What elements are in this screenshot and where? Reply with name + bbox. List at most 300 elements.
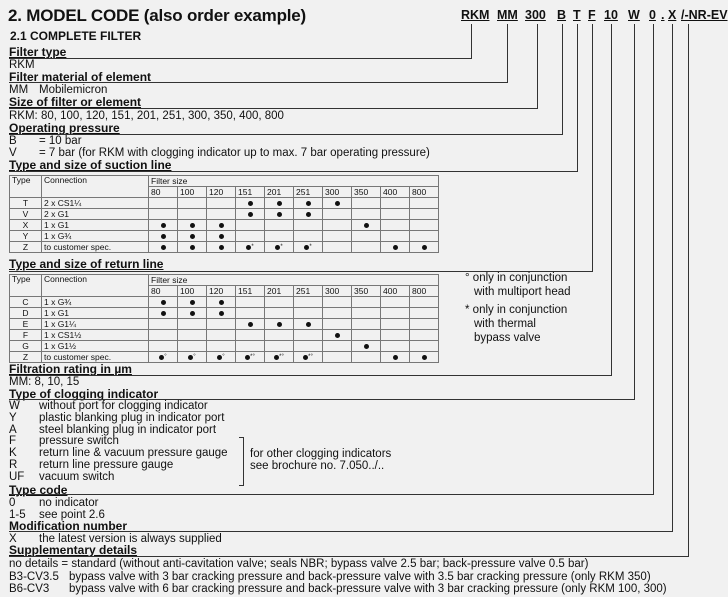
mark-dot xyxy=(306,322,311,327)
mark-footnote: *° xyxy=(250,353,255,360)
return-cell-120 xyxy=(207,330,236,341)
code-part-filtration: 10 xyxy=(604,8,618,22)
suction-cell-800 xyxy=(410,220,439,231)
mark-dot xyxy=(364,223,369,228)
mark-dot xyxy=(364,344,369,349)
return-col-filter-size: Filter size xyxy=(149,275,439,286)
return-cell-400 xyxy=(381,341,410,352)
clogging-code: F xyxy=(9,435,17,448)
clogging-desc: pressure switch xyxy=(39,435,119,448)
suction-size-151: 151 xyxy=(236,187,265,198)
connector-size xyxy=(537,24,538,108)
suction-table xyxy=(9,175,439,253)
suction-cell-251 xyxy=(294,242,323,253)
return-cell-251 xyxy=(294,297,323,308)
return-cell-151 xyxy=(236,308,265,319)
return-cell-100 xyxy=(178,319,207,330)
mark-dot xyxy=(161,311,166,316)
suction-cell-350 xyxy=(352,220,381,231)
suction-cell-251 xyxy=(294,209,323,220)
return-row-type: Z xyxy=(10,352,42,363)
return-cell-400 xyxy=(381,308,410,319)
suction-header-row xyxy=(10,176,439,187)
return-cell-120 xyxy=(207,341,236,352)
mark-dot xyxy=(219,234,224,239)
mark-dot xyxy=(190,311,195,316)
note-thermal-3: bypass valve xyxy=(474,332,541,344)
suction-cell-80 xyxy=(149,242,178,253)
pressure-rule xyxy=(9,134,563,135)
return-row-connection: 1 x G1 xyxy=(42,308,149,319)
return-cell-800 xyxy=(410,352,439,363)
return-cell-800 xyxy=(410,319,439,330)
table-row xyxy=(10,220,439,231)
code-part-pressure: B xyxy=(557,8,567,22)
return-cell-80 xyxy=(149,330,178,341)
suction-size-100: 100 xyxy=(178,187,207,198)
connector-supplementary xyxy=(688,24,689,556)
return-cell-300 xyxy=(323,319,352,330)
return-size-201: 201 xyxy=(265,286,294,297)
table-row xyxy=(10,319,439,330)
mark-footnote: * xyxy=(251,243,254,250)
mark-dot xyxy=(393,355,398,360)
suction-cell-100 xyxy=(178,198,207,209)
suction-cell-80 xyxy=(149,209,178,220)
return-cell-350 xyxy=(352,308,381,319)
suction-cell-251 xyxy=(294,220,323,231)
return-cell-151 xyxy=(236,352,265,363)
code-part-suction: T xyxy=(573,8,581,22)
return-row-type: F xyxy=(10,330,42,341)
suction-cell-151 xyxy=(236,198,265,209)
pressure-code-b: B xyxy=(9,135,17,147)
connector-filtration xyxy=(611,24,612,375)
suction-cell-300 xyxy=(323,242,352,253)
note-thermal-2: with thermal xyxy=(474,318,536,330)
code-part-return: F xyxy=(588,8,596,22)
suction-cell-80 xyxy=(149,220,178,231)
suction-size-251: 251 xyxy=(294,187,323,198)
return-cell-251 xyxy=(294,308,323,319)
suction-row-connection: 1 x G1 xyxy=(42,220,149,231)
table-row xyxy=(10,352,439,363)
return-cell-300 xyxy=(323,330,352,341)
pressure-desc-v: = 7 bar (for RKM with clogging indicator up to max. 7 bar operating pressure) xyxy=(39,147,430,159)
table-row xyxy=(10,297,439,308)
suction-row-type: Z xyxy=(10,242,42,253)
return-cell-201 xyxy=(265,308,294,319)
return-row-connection: 1 x G¾ xyxy=(42,297,149,308)
return-cell-800 xyxy=(410,308,439,319)
mark-dot xyxy=(190,300,195,305)
connector-modification xyxy=(672,24,673,531)
supplementary-heading: Supplementary details xyxy=(9,543,138,557)
mark-dot xyxy=(422,245,427,250)
suction-cell-201 xyxy=(265,242,294,253)
suction-cell-100 xyxy=(178,209,207,220)
return-cell-201 xyxy=(265,330,294,341)
modification-code: X xyxy=(9,533,17,545)
return-cell-300 xyxy=(323,297,352,308)
suction-cell-800 xyxy=(410,231,439,242)
suction-cell-201 xyxy=(265,220,294,231)
return-cell-120 xyxy=(207,297,236,308)
return-cell-100 xyxy=(178,297,207,308)
mark-footnote: *° xyxy=(308,353,313,360)
return-row-connection: to customer spec. xyxy=(42,352,149,363)
pressure-heading: Operating pressure xyxy=(9,121,120,135)
pressure-code-v: V xyxy=(9,147,17,159)
mark-dot xyxy=(335,201,340,206)
note-thermal-1: * only in conjunction xyxy=(465,304,568,316)
filter-type-rule xyxy=(9,58,472,59)
return-cell-201 xyxy=(265,319,294,330)
return-row-type: C xyxy=(10,297,42,308)
return-cell-251 xyxy=(294,330,323,341)
return-cell-151 xyxy=(236,297,265,308)
suction-heading: Type and size of suction line xyxy=(9,158,172,172)
clogging-code: K xyxy=(9,447,17,460)
supplementary-line1: no details = standard (without anti-cavitation valve; seals NBR; bypass valve 2.5 bar; back-pressure valve 0.5 bar) xyxy=(9,558,589,570)
table-row xyxy=(10,308,439,319)
clogging-desc: return line & vacuum pressure gauge xyxy=(39,447,228,460)
note-multiport-1: ° only in conjunction xyxy=(465,272,568,284)
return-size-120: 120 xyxy=(207,286,236,297)
code-part-clogging: W xyxy=(628,8,640,22)
filtration-rule xyxy=(9,375,612,376)
table-row xyxy=(10,341,439,352)
clogging-desc: vacuum switch xyxy=(39,470,115,483)
return-cell-80 xyxy=(149,297,178,308)
suction-col-connection: Connection xyxy=(42,176,149,198)
table-row xyxy=(10,198,439,209)
return-cell-400 xyxy=(381,319,410,330)
return-cell-80 xyxy=(149,308,178,319)
suction-col-type: Type xyxy=(10,176,42,198)
typecode-code-1: 1-5 xyxy=(9,509,26,521)
suction-cell-151 xyxy=(236,242,265,253)
return-cell-251 xyxy=(294,352,323,363)
clogging-desc: return line pressure gauge xyxy=(39,459,174,471)
mark-dot xyxy=(393,245,398,250)
suction-row-connection: 2 x G1 xyxy=(42,209,149,220)
return-size-800: 800 xyxy=(410,286,439,297)
suction-cell-800 xyxy=(410,209,439,220)
code-part-filter-type: RKM xyxy=(461,8,490,22)
mark-footnote: * xyxy=(309,243,312,250)
filtration-value: MM: 8, 10, 15 xyxy=(9,376,80,388)
mark-dot xyxy=(335,333,340,338)
mark-dot xyxy=(248,212,253,217)
return-cell-201 xyxy=(265,341,294,352)
suction-size-300: 300 xyxy=(323,187,352,198)
suction-row-type: Y xyxy=(10,231,42,242)
mark-dot xyxy=(277,322,282,327)
return-cell-100 xyxy=(178,341,207,352)
filter-type-value: RKM xyxy=(9,59,35,71)
suction-size-400: 400 xyxy=(381,187,410,198)
return-header-row xyxy=(10,275,439,286)
suction-cell-800 xyxy=(410,198,439,209)
mark-dot xyxy=(277,212,282,217)
mark-dot xyxy=(161,223,166,228)
connector-suction xyxy=(577,24,578,171)
suction-cell-201 xyxy=(265,231,294,242)
return-heading: Type and size of return line xyxy=(9,257,164,271)
modification-desc: the latest version is always supplied xyxy=(39,533,222,545)
suction-row-connection: 2 x CS1¼ xyxy=(42,198,149,209)
return-cell-201 xyxy=(265,352,294,363)
return-col-type: Type xyxy=(10,275,42,297)
mark-dot xyxy=(190,223,195,228)
clogging-code: A xyxy=(9,423,17,436)
suction-cell-800 xyxy=(410,242,439,253)
table-row xyxy=(10,330,439,341)
return-row-connection: 1 x G1¼ xyxy=(42,319,149,330)
return-cell-100 xyxy=(178,352,207,363)
return-cell-120 xyxy=(207,319,236,330)
suction-cell-80 xyxy=(149,231,178,242)
mark-footnote: ° xyxy=(164,353,167,360)
return-cell-100 xyxy=(178,330,207,341)
clogging-code: W xyxy=(9,400,20,412)
pressure-desc-b: = 10 bar xyxy=(39,135,82,147)
suction-cell-300 xyxy=(323,231,352,242)
size-rule xyxy=(9,108,538,109)
filter-type-heading: Filter type xyxy=(9,45,67,59)
return-cell-251 xyxy=(294,341,323,352)
connector-typecode xyxy=(653,24,654,494)
clogging-other-1: for other clogging indicators xyxy=(250,448,392,460)
suction-cell-350 xyxy=(352,231,381,242)
size-heading: Size of filter or element xyxy=(9,95,142,109)
suction-row-connection: to customer spec. xyxy=(42,242,149,253)
suction-cell-120 xyxy=(207,242,236,253)
size-value: RKM: 80, 100, 120, 151, 201, 251, 300, 350, 400, 800 xyxy=(9,110,284,122)
code-part-typecode: 0 xyxy=(649,8,656,22)
suction-cell-400 xyxy=(381,220,410,231)
mark-dot xyxy=(161,300,166,305)
suction-cell-400 xyxy=(381,242,410,253)
suction-size-201: 201 xyxy=(265,187,294,198)
supplementary-desc-0: bypass valve with 3 bar cracking pressure and back-pressure valve with 3.5 bar cracking pressure (only RKM 350) xyxy=(69,571,651,583)
mark-dot xyxy=(306,201,311,206)
suction-cell-100 xyxy=(178,231,207,242)
suction-cell-251 xyxy=(294,231,323,242)
table-row xyxy=(10,231,439,242)
typecode-heading: Type code xyxy=(9,483,68,497)
return-cell-350 xyxy=(352,352,381,363)
material-rule xyxy=(9,82,508,83)
return-size-350: 350 xyxy=(352,286,381,297)
suction-size-800: 800 xyxy=(410,187,439,198)
return-cell-80 xyxy=(149,352,178,363)
code-part-modification: X xyxy=(668,8,677,22)
mark-dot xyxy=(219,245,224,250)
suction-cell-201 xyxy=(265,209,294,220)
supplementary-code-1: B6-CV3 xyxy=(9,583,50,595)
return-cell-300 xyxy=(323,308,352,319)
clogging-code: UF xyxy=(9,470,25,483)
typecode-code-0: 0 xyxy=(9,497,16,509)
return-size-80: 80 xyxy=(149,286,178,297)
suction-cell-350 xyxy=(352,198,381,209)
return-col-connection: Connection xyxy=(42,275,149,297)
suction-cell-400 xyxy=(381,209,410,220)
code-part-supplementary: /-NR-EV xyxy=(681,8,728,22)
suction-cell-100 xyxy=(178,242,207,253)
suction-col-filter-size: Filter size xyxy=(149,176,439,187)
return-cell-201 xyxy=(265,297,294,308)
return-cell-350 xyxy=(352,330,381,341)
suction-cell-120 xyxy=(207,231,236,242)
return-cell-300 xyxy=(323,352,352,363)
return-cell-800 xyxy=(410,330,439,341)
return-cell-120 xyxy=(207,308,236,319)
supplementary-code-0: B3-CV3.5 xyxy=(9,571,59,583)
suction-cell-251 xyxy=(294,198,323,209)
suction-cell-80 xyxy=(149,198,178,209)
page-subtitle: 2.1 COMPLETE FILTER xyxy=(10,29,142,43)
suction-cell-201 xyxy=(265,198,294,209)
suction-row-connection: 1 x G¾ xyxy=(42,231,149,242)
connector-pressure xyxy=(562,24,563,134)
return-cell-800 xyxy=(410,297,439,308)
filtration-heading: Filtration rating in µm xyxy=(9,362,132,376)
suction-cell-400 xyxy=(381,198,410,209)
suction-cell-300 xyxy=(323,220,352,231)
suction-cell-400 xyxy=(381,231,410,242)
code-part-material: MM xyxy=(497,8,518,22)
clogging-code: Y xyxy=(9,411,17,424)
suction-row-type: T xyxy=(10,198,42,209)
table-row xyxy=(10,209,439,220)
mark-dot xyxy=(219,311,224,316)
connector-filter-type xyxy=(471,24,472,58)
suction-cell-350 xyxy=(352,209,381,220)
suction-rule xyxy=(9,171,578,172)
return-row-connection: 1 x CS1½ xyxy=(42,330,149,341)
typecode-rule xyxy=(9,494,654,495)
supplementary-rule xyxy=(9,556,689,557)
suction-cell-120 xyxy=(207,209,236,220)
return-cell-151 xyxy=(236,330,265,341)
clogging-heading: Type of clogging indicator xyxy=(9,387,159,401)
mark-dot xyxy=(190,245,195,250)
suction-row-type: X xyxy=(10,220,42,231)
return-cell-400 xyxy=(381,330,410,341)
return-row-type: E xyxy=(10,319,42,330)
return-size-151: 151 xyxy=(236,286,265,297)
material-desc: Mobilemicron xyxy=(39,84,108,96)
return-cell-350 xyxy=(352,297,381,308)
suction-cell-151 xyxy=(236,231,265,242)
mark-footnote: ° xyxy=(222,353,225,360)
page-title: 2. MODEL CODE (also order example) xyxy=(8,6,307,25)
note-multiport-2: with multiport head xyxy=(474,286,571,298)
code-part-dot: . xyxy=(661,8,665,22)
mark-dot xyxy=(161,234,166,239)
modification-rule xyxy=(9,531,673,532)
return-size-100: 100 xyxy=(178,286,207,297)
return-cell-251 xyxy=(294,319,323,330)
clogging-desc: plastic blanking plug in indicator port xyxy=(39,411,225,424)
return-row-type: D xyxy=(10,308,42,319)
clogging-brace xyxy=(239,437,244,486)
suction-row-type: V xyxy=(10,209,42,220)
connector-material xyxy=(507,24,508,82)
return-size-251: 251 xyxy=(294,286,323,297)
mark-dot xyxy=(248,322,253,327)
return-cell-80 xyxy=(149,341,178,352)
suction-cell-151 xyxy=(236,209,265,220)
mark-footnote: ° xyxy=(193,353,196,360)
typecode-desc-1: see point 2.6 xyxy=(39,509,105,521)
mark-dot xyxy=(277,201,282,206)
typecode-desc-0: no indicator xyxy=(39,497,99,509)
connector-return xyxy=(592,24,593,271)
return-cell-100 xyxy=(178,308,207,319)
return-cell-151 xyxy=(236,341,265,352)
clogging-code: R xyxy=(9,459,18,471)
clogging-desc: without port for clogging indicator xyxy=(39,400,208,412)
clogging-other-2: see brochure no. 7.050../.. xyxy=(250,460,385,472)
clogging-desc: steel blanking plug in indicator port xyxy=(39,423,217,436)
material-code: MM xyxy=(9,84,29,96)
suction-size-120: 120 xyxy=(207,187,236,198)
return-size-300: 300 xyxy=(323,286,352,297)
suction-cell-120 xyxy=(207,220,236,231)
return-table xyxy=(9,274,439,363)
suction-cell-300 xyxy=(323,209,352,220)
suction-size-80: 80 xyxy=(149,187,178,198)
return-cell-80 xyxy=(149,319,178,330)
return-cell-400 xyxy=(381,297,410,308)
return-size-400: 400 xyxy=(381,286,410,297)
suction-size-350: 350 xyxy=(352,187,381,198)
return-cell-120 xyxy=(207,352,236,363)
return-cell-151 xyxy=(236,319,265,330)
mark-dot xyxy=(219,223,224,228)
supplementary-desc-1: bypass valve with 6 bar cracking pressure and back-pressure valve with 3 bar cracking pressure (only RKM 100, 300) xyxy=(69,583,667,595)
return-cell-350 xyxy=(352,341,381,352)
mark-footnote: *° xyxy=(279,353,284,360)
table-row xyxy=(10,242,439,253)
mark-dot xyxy=(248,201,253,206)
return-row-type: G xyxy=(10,341,42,352)
return-cell-800 xyxy=(410,341,439,352)
mark-dot xyxy=(422,355,427,360)
mark-dot xyxy=(161,245,166,250)
mark-dot xyxy=(190,234,195,239)
suction-cell-151 xyxy=(236,220,265,231)
suction-cell-300 xyxy=(323,198,352,209)
connector-clogging xyxy=(634,24,635,399)
modification-heading: Modification number xyxy=(9,519,127,533)
suction-cell-350 xyxy=(352,242,381,253)
material-heading: Filter material of element xyxy=(9,70,152,84)
return-cell-400 xyxy=(381,352,410,363)
mark-footnote: * xyxy=(280,243,283,250)
mark-dot xyxy=(219,300,224,305)
code-part-size: 300 xyxy=(525,8,546,22)
suction-cell-120 xyxy=(207,198,236,209)
return-cell-350 xyxy=(352,319,381,330)
return-row-connection: 1 x G1½ xyxy=(42,341,149,352)
suction-cell-100 xyxy=(178,220,207,231)
return-cell-300 xyxy=(323,341,352,352)
